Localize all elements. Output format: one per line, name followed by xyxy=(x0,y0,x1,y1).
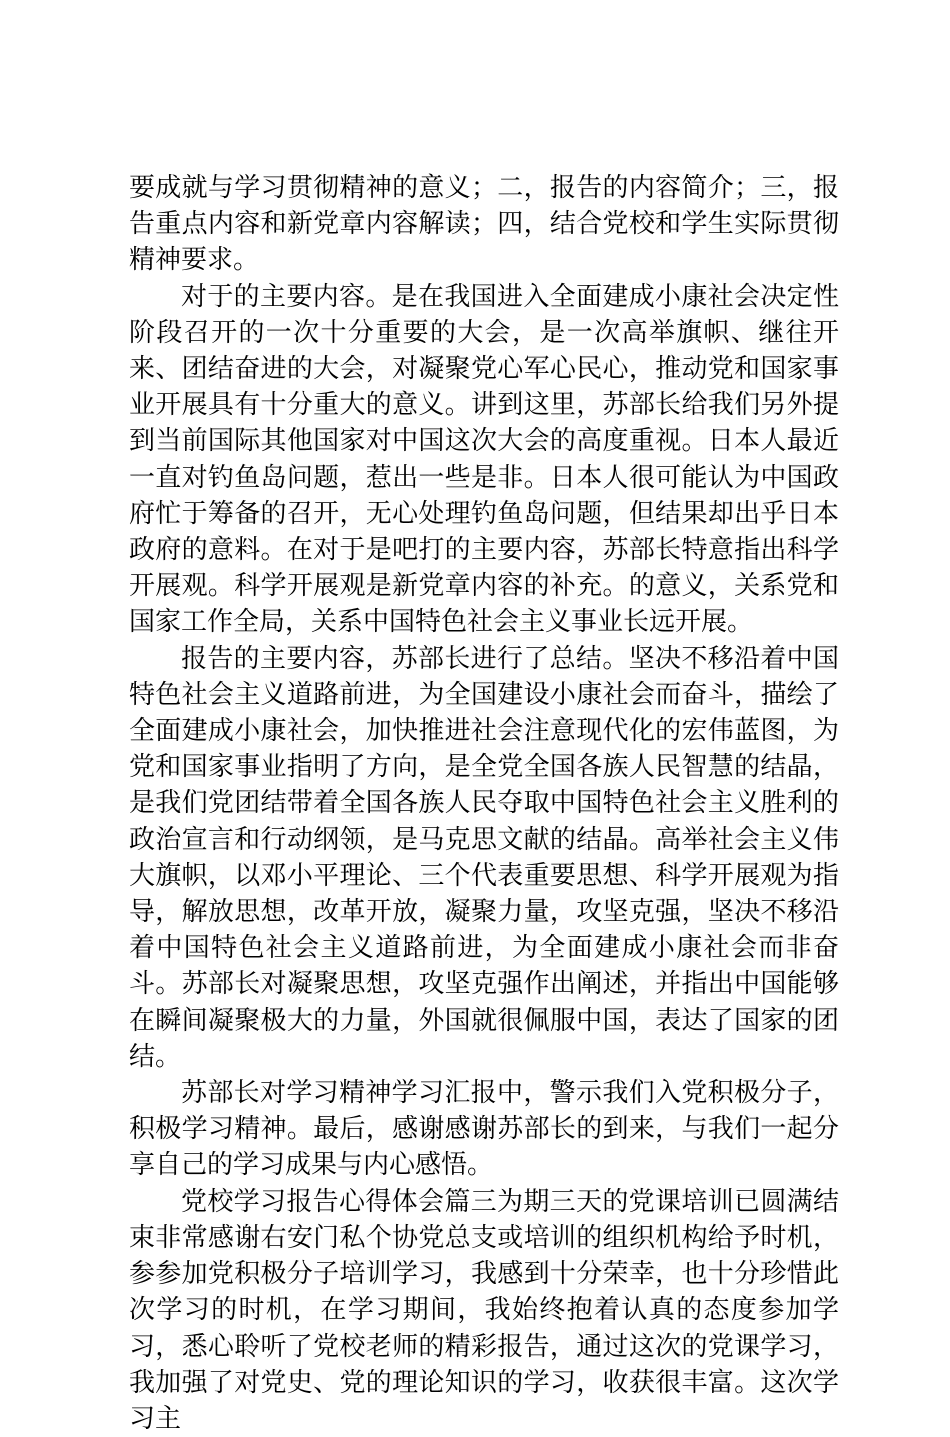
document-body xyxy=(129,170,839,1437)
paragraph-closing: 苏部长对学习精神学习汇报中，警示我们入党积极分子，积极学习精神。最后，感谢感谢苏部长的到来，与我们一起分享自己的学习成果与内心感悟。 xyxy=(129,1078,839,1181)
paragraph-continuation: 要成就与学习贯彻精神的意义；二，报告的内容简介；三，报告重点内容和新党章内容解读；四，结合党校和学生实际贯彻精神要求。 xyxy=(129,173,839,276)
paragraph-part-three: 党校学习报告心得体会篇三为期三天的党课培训已圆满结束非常感谢右安门私个协党总支或培训的组织机构给予时机，参参加党积极分子培训学习，我感到十分荣幸，也十分珍惜此次学习的时机，在学习期间，我始终抱着认真的态度参加学习，悉心聆听了党校老师的精彩报告，通过这次的党课学习，我加强了对党史、党的理论知识的学习，收获很丰富。这次学习主 xyxy=(129,1186,839,1434)
paragraph-report-summary: 报告的主要内容，苏部长进行了总结。坚决不移沿着中国特色社会主义道路前进，为全国建设小康社会而奋斗，描绘了全面建成小康社会，加快推进社会注意现代化的宏伟蓝图，为党和国家事业指明了方向，是全党全国各族人民智慧的结晶，是我们党团结带着全国各族人民夺取中国特色社会主义胜利的政治宣言和行动纲领，是马克思文献的结晶。高举社会主义伟大旗帜，以邓小平理论、三个代表重要思想、科学开展观为指导，解放思想，改革开放，凝聚力量，攻坚克强，坚决不移沿着中国特色社会主义道路前进，为全面建成小康社会而非奋斗。苏部长对凝聚思想，攻坚克强作出阐述，并指出中国能够在瞬间凝聚极大的力量，外国就很佩服中国，表达了国家的团结。 xyxy=(129,643,839,1072)
paragraph-main-content: 对于的主要内容。是在我国进入全面建成小康社会决定性阶段召开的一次十分重要的大会，是一次高举旗帜、继往开来、团结奋进的大会，对凝聚党心军心民心，推动党和国家事业开展具有十分重大的意义。讲到这里，苏部长给我们另外提到当前国际其他国家对中国这次大会的高度重视。日本人最近一直对钓鱼岛问题，惹出一些是非。日本人很可能认为中国政府忙于筹备的召开，无心处理钓鱼岛问题，但结果却出乎日本政府的意料。在对于是吧打的主要内容，苏部长特意指出科学开展观。科学开展观是新党章内容的补充。的意义，关系党和国家工作全局，关系中国特色社会主义事业长远开展。 xyxy=(129,281,839,638)
